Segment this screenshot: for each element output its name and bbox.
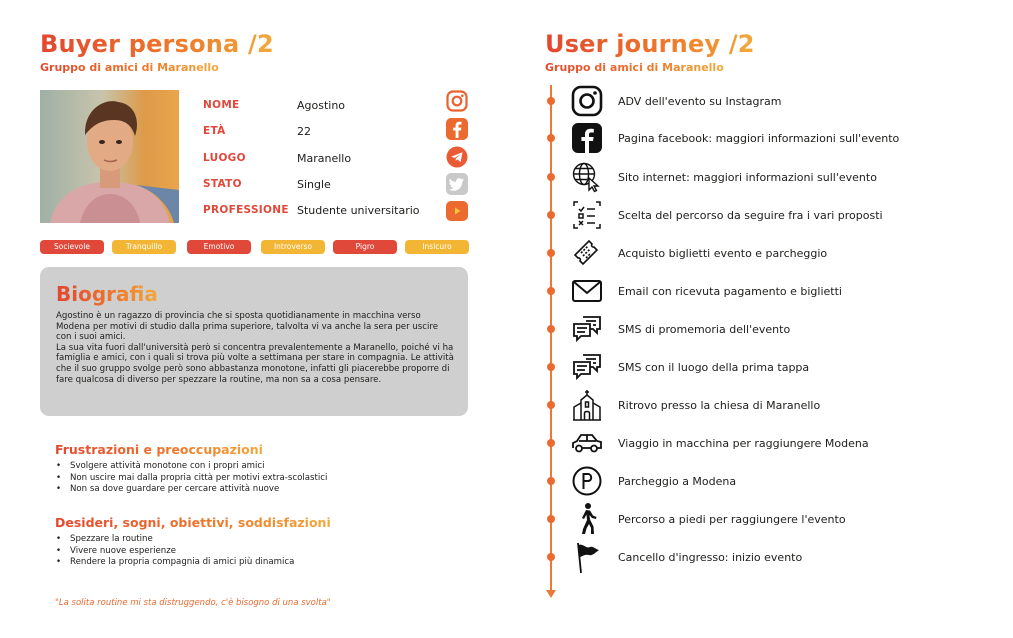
facebook-icon	[446, 118, 468, 140]
list-item: • Non sa dove guardare per cercare attività nuove	[56, 484, 327, 496]
timeline-dot	[547, 287, 555, 295]
chat-icon	[570, 312, 604, 346]
timeline-dot	[547, 249, 555, 257]
user-journey-title: User journey /2	[545, 30, 755, 58]
facebook-icon	[570, 121, 604, 155]
trait-badge-emotivo: Emotivo	[187, 240, 251, 254]
timeline-dot	[547, 477, 555, 485]
timeline-dot	[547, 439, 555, 447]
timeline-dot	[547, 553, 555, 561]
desires-list	[56, 534, 294, 569]
car-icon	[570, 426, 604, 460]
desires-title: Desideri, sogni, obiettivi, soddisfazioni	[55, 515, 331, 530]
timeline-dot	[547, 515, 555, 523]
journey-step-label: ADV dell'evento su Instagram	[618, 95, 782, 108]
youtube-icon	[446, 201, 468, 221]
info-value-nome: Agostino	[297, 99, 346, 112]
journey-step-label: SMS con il luogo della prima tappa	[618, 361, 810, 374]
journey-step-label: Sito internet: maggiori informazioni sull'evento	[618, 171, 877, 184]
frustrations-list	[56, 461, 327, 496]
twitter-icon	[446, 173, 468, 195]
list-item: • Rendere la propria compagnia di amici più dinamica	[56, 557, 294, 569]
journey-step-label: Viaggio in macchina per raggiungere Modena	[618, 437, 869, 450]
info-value-luogo: Maranello	[297, 152, 352, 165]
instagram-icon	[446, 90, 468, 112]
instagram-icon	[570, 84, 604, 118]
info-key-luogo: LUOGO	[203, 152, 246, 164]
user-journey-subtitle: Gruppo di amici di Maranello	[545, 61, 724, 74]
persona-photo	[40, 90, 179, 223]
timeline-arrow	[546, 590, 556, 598]
info-key-professione: PROFESSIONE	[203, 204, 289, 216]
journey-step-label: Email con ricevuta pagamento e biglietti	[618, 285, 842, 298]
biography-text	[56, 311, 456, 385]
info-value-professione: Studente universitario	[297, 204, 420, 217]
journey-step-label: Cancello d'ingresso: inizio evento	[618, 551, 803, 564]
journey-step-label: SMS di promemoria dell'evento	[618, 323, 791, 336]
info-key-eta: ETÀ	[203, 125, 226, 137]
trait-badge-tranquillo: Tranquillo	[112, 240, 176, 254]
parking-icon	[570, 464, 604, 498]
journey-step-label: Parcheggio a Modena	[618, 475, 737, 488]
journey-step-label: Acquisto biglietti evento e parcheggio	[618, 247, 828, 260]
list-item: • Spezzare la routine	[56, 534, 294, 546]
biography-paragraph: Agostino è un ragazzo di provincia che si sposta quotidianamente in macchina verso Modena per motivi di studio dalla prima superiore, talvolta vi va anche la sera per uscire con i suoi amici.	[56, 311, 439, 343]
list-item: • Non uscire mai dalla propria città per motivi extra-scolastici	[56, 473, 327, 485]
buyer-persona-title: Buyer persona /2	[40, 30, 274, 58]
info-value-stato: Single	[297, 178, 331, 191]
trait-badge-pigro: Pigro	[333, 240, 397, 254]
info-key-stato: STATO	[203, 178, 242, 190]
flag-icon	[570, 540, 604, 574]
timeline-dot	[547, 325, 555, 333]
timeline-dot	[547, 363, 555, 371]
mail-icon	[570, 274, 604, 308]
biography-paragraph: La sua vita fuori dall'università però si concentra prevalentemente a Maranello, poiché vi ha famiglia e amici, con i quali si trova più volte a settimana per stare in compagnia. Le attività che il suo gruppo svolge però sono abbastanza monotone, infatti gli piacerebbe proporre di fare qualcosa di diverso per spezzare la routine, ma non sa a cosa pensare.	[56, 342, 454, 385]
biography-card	[40, 267, 468, 416]
journey-step-label: Ritrovo presso la chiesa di Maranello	[618, 399, 821, 412]
buyer-persona-subtitle: Gruppo di amici di Maranello	[40, 61, 219, 74]
globe-cursor-icon	[570, 160, 604, 194]
journey-step-label: Pagina facebook: maggiori informazioni sull'evento	[618, 132, 900, 145]
church-icon	[570, 388, 604, 422]
info-value-eta: 22	[297, 125, 311, 138]
timeline-dot	[547, 97, 555, 105]
walking-icon	[570, 502, 604, 536]
info-key-nome: NOME	[203, 99, 240, 111]
ticket-icon	[570, 236, 604, 270]
checklist-icon	[570, 198, 604, 232]
biography-title: Biografia	[56, 282, 158, 306]
timeline-dot	[547, 401, 555, 409]
journey-step-label: Scelta del percorso da seguire fra i vari proposti	[618, 209, 883, 222]
list-item: • Vivere nuove esperienze	[56, 546, 294, 558]
list-item: • Svolgere attività monotone con i propri amici	[56, 461, 327, 473]
trait-badge-socievole: Socievole	[40, 240, 104, 254]
chat-icon	[570, 350, 604, 384]
frustrations-title: Frustrazioni e preoccupazioni	[55, 442, 263, 457]
persona-quote: "La solita routine mi sta distruggendo, c'è bisogno di una svolta"	[55, 598, 331, 608]
timeline-dot	[547, 211, 555, 219]
journey-step-label: Percorso a piedi per raggiungere l'evento	[618, 513, 846, 526]
trait-badge-insicuro: Insicuro	[405, 240, 469, 254]
trait-badge-introverso: Introverso	[261, 240, 325, 254]
telegram-icon	[446, 146, 468, 168]
timeline-dot	[547, 134, 555, 142]
timeline-dot	[547, 173, 555, 181]
